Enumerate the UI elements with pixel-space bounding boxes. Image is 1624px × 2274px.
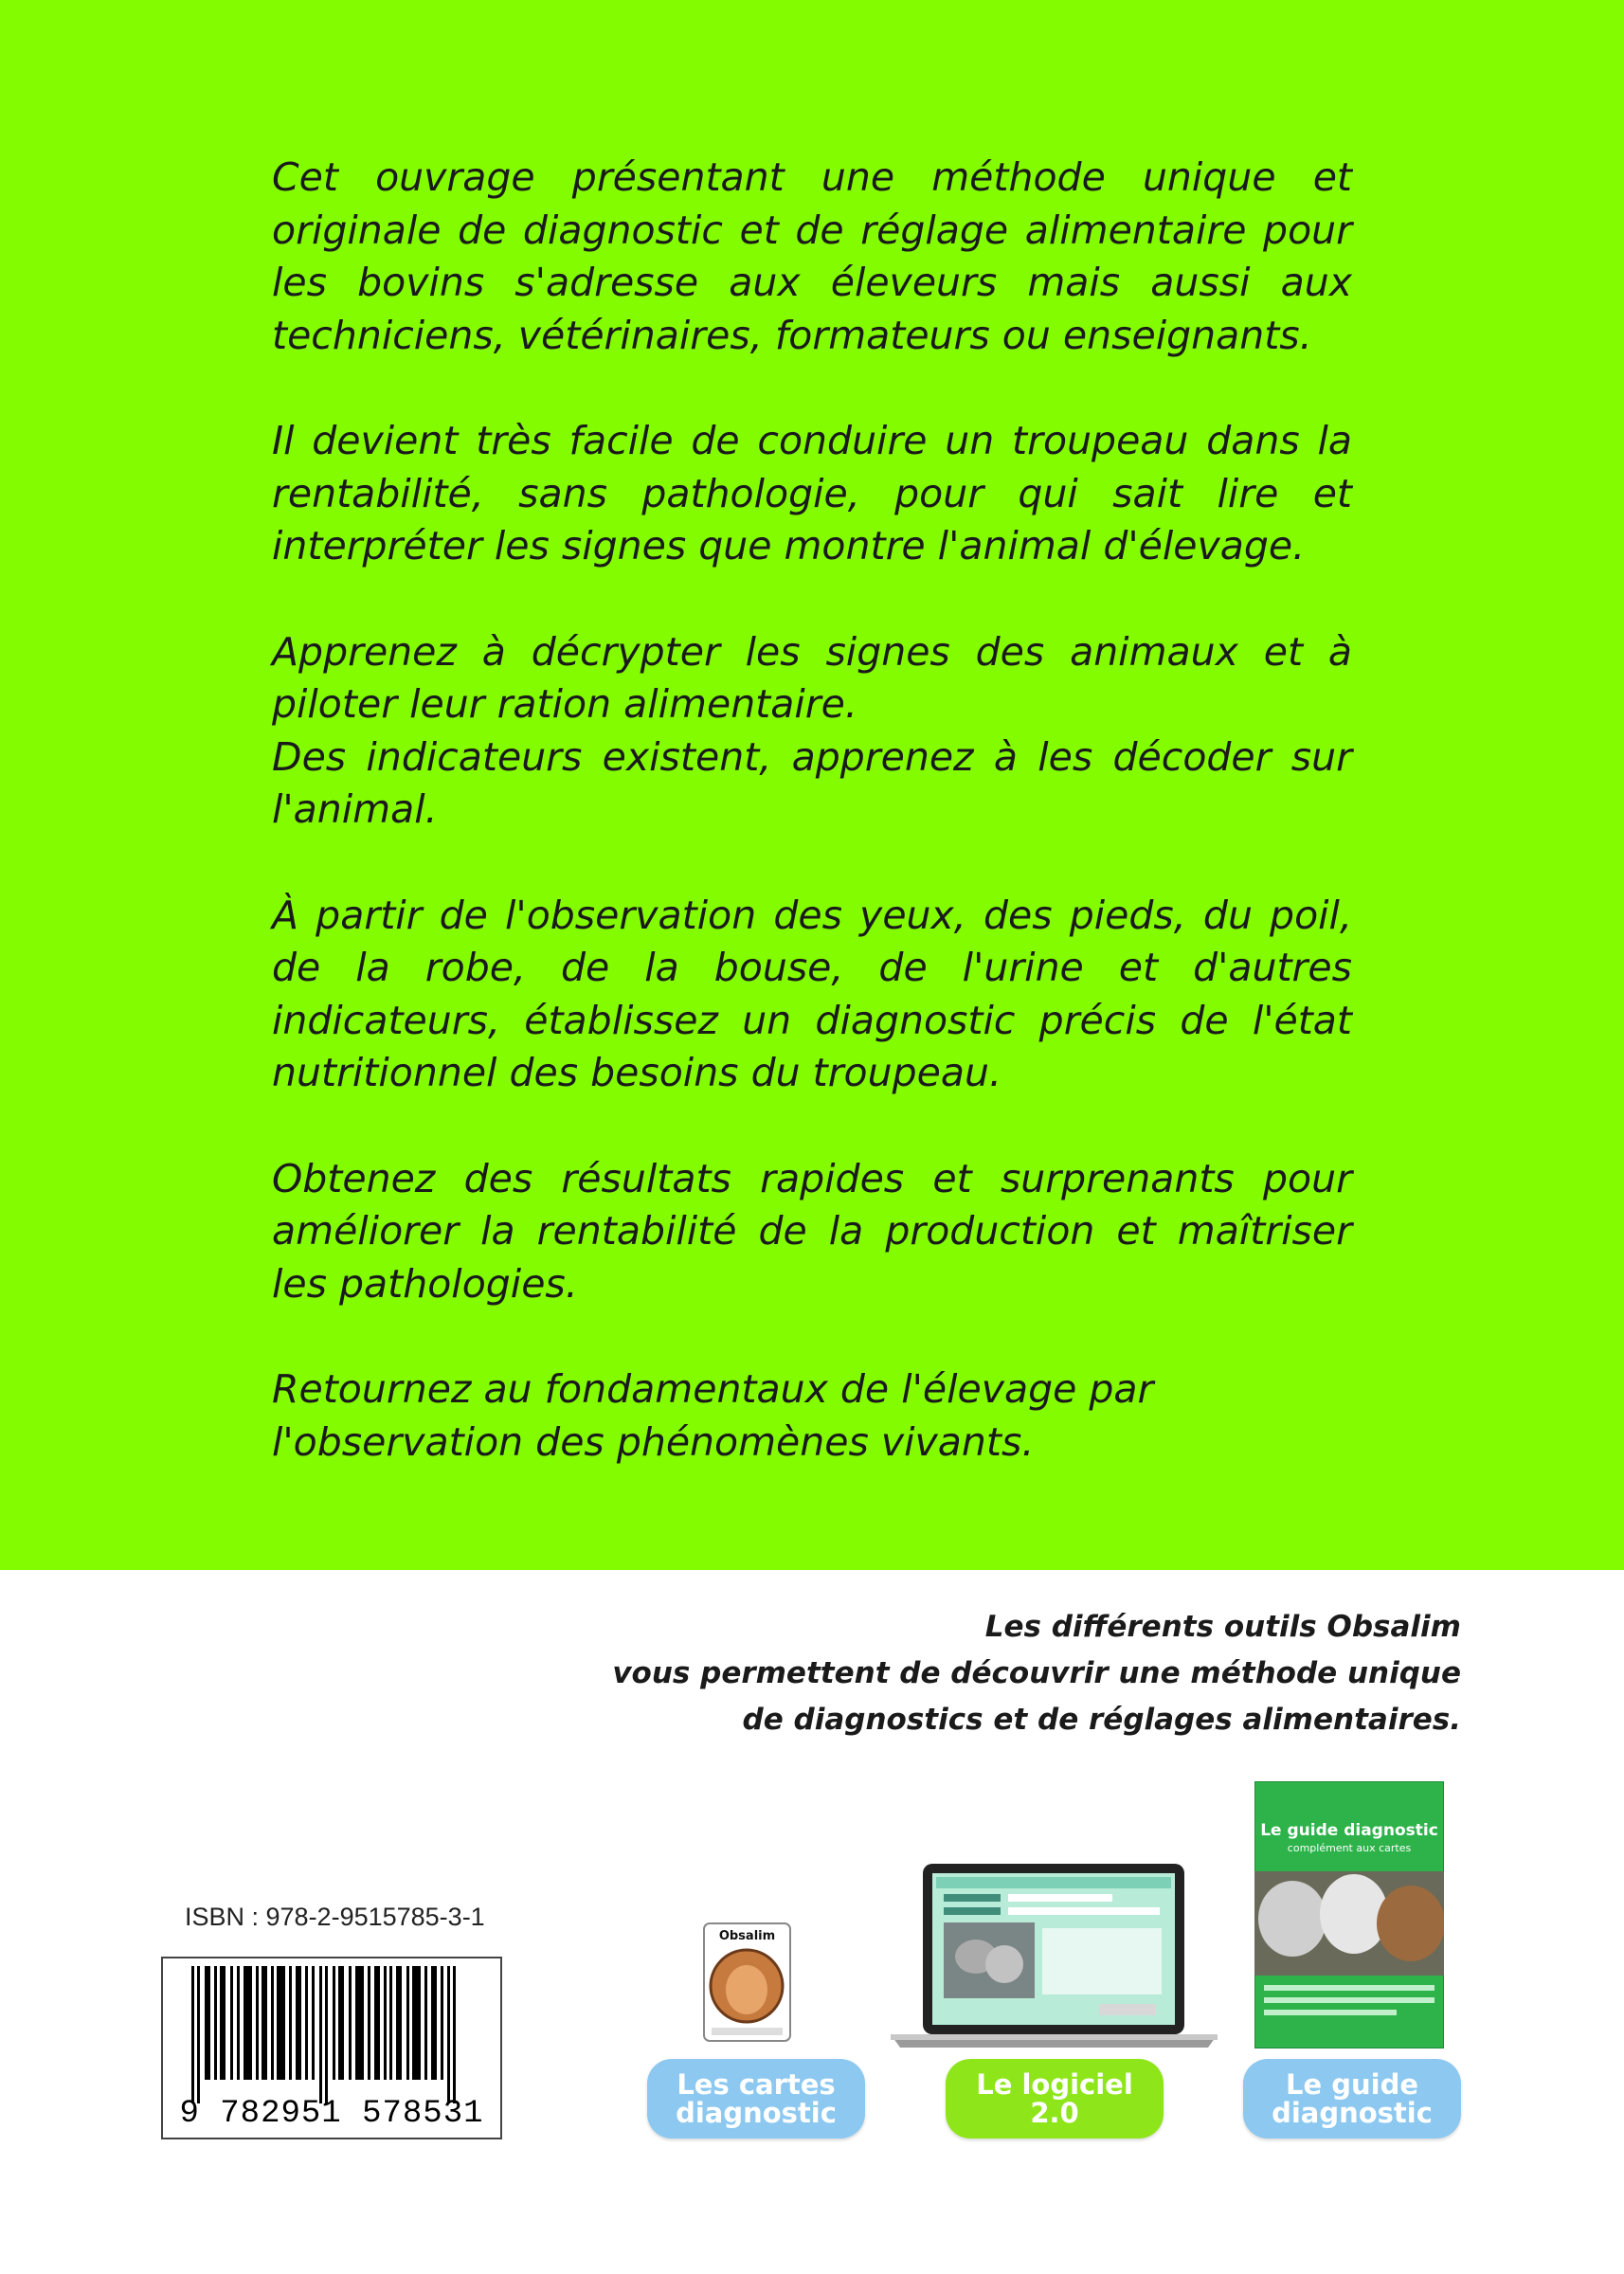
tools-tagline bbox=[608, 1604, 1461, 1743]
tagline-line-2: vous permettent de découvrir une méthode unique bbox=[612, 1656, 1461, 1690]
barcode-digits: 9 782951 578531 bbox=[179, 2096, 484, 2132]
obsalim-logo: Obsalim bbox=[718, 1929, 776, 1943]
tagline-line-1: Les différents outils Obsalim bbox=[984, 1610, 1461, 1644]
guide-book-image bbox=[1254, 1781, 1444, 2048]
barcode-bars bbox=[163, 1966, 500, 2108]
blurb-paragraph-3a: Apprenez à décrypter les signes des animaux et à piloter leur ration alimentaire. bbox=[272, 628, 1352, 727]
guide-cover-title: Le guide diagnostic bbox=[1260, 1821, 1438, 1840]
cards-badge-line-2: diagnostic bbox=[676, 2097, 837, 2129]
back-cover-blurb bbox=[272, 152, 1352, 1522]
blurb-paragraph-6: Retournez au fondamentaux de l'élevage par l'observation des phénomènes vivants. bbox=[272, 1366, 1154, 1465]
guide-badge-line-1: Le guide bbox=[1285, 2068, 1418, 2101]
blurb-paragraph-2: Il devient très facile de conduire un troupeau dans la rentabilité, sans pathologie, pour qui sait lire et interpréter les signes que montre l'animal d'élevage. bbox=[272, 418, 1352, 568]
cards-product-image bbox=[702, 1922, 792, 2043]
software-badge-line-1: Le logiciel bbox=[976, 2068, 1133, 2101]
blurb-paragraph-3b: Des indicateurs existent, apprenez à les décoder sur l'animal. bbox=[272, 733, 1352, 832]
cards-diagnostic-badge[interactable] bbox=[647, 2059, 865, 2139]
guide-badge-line-2: diagnostic bbox=[1272, 2097, 1433, 2129]
blurb-paragraph-5: Obtenez des résultats rapides et surprenants pour améliorer la rentabilité de la production et maîtriser les pathologies. bbox=[272, 1155, 1352, 1307]
barcode bbox=[161, 1957, 502, 2139]
guide-badge[interactable] bbox=[1243, 2059, 1461, 2139]
cards-badge-line-1: Les cartes bbox=[677, 2068, 836, 2101]
isbn-label: ISBN : 978-2-9515785-3-1 bbox=[185, 1903, 485, 1931]
blurb-paragraph-1: Cet ouvrage présentant une méthode unique et originale de diagnostic et de réglage alimentaire pour les bovins s'adresse aux éleveurs mais aussi aux techniciens, vétérinaires, formateurs ou enseignants. bbox=[272, 154, 1352, 358]
software-badge[interactable] bbox=[946, 2059, 1164, 2139]
guide-cover-subtitle: complément aux cartes bbox=[1287, 1842, 1412, 1854]
software-badge-line-2: 2.0 bbox=[1030, 2097, 1079, 2129]
tagline-line-3: de diagnostics et de réglages alimentaires. bbox=[742, 1703, 1461, 1737]
blurb-paragraph-3 bbox=[272, 626, 1352, 837]
laptop-software-image bbox=[891, 1862, 1218, 2051]
blurb-paragraph-4: À partir de l'observation des yeux, des pieds, du poil, de la robe, de la bouse, de l'urine et d'autres indicateurs, établissez un diagnostic précis de l'état nutritionnel des besoins du troupeau. bbox=[272, 892, 1352, 1095]
